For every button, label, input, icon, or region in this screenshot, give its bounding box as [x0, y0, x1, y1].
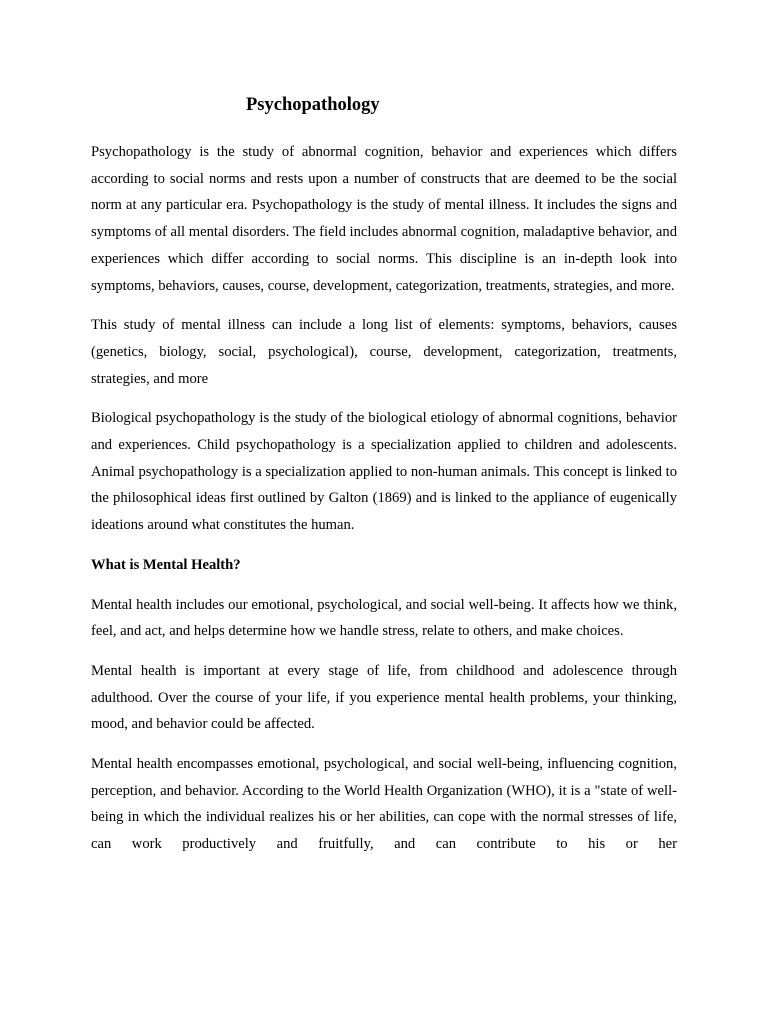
document-title: Psychopathology: [246, 95, 380, 115]
paragraph-mental-health-definition: Mental health includes our emotional, psychological, and social well-being. It affects how we think, feel, and act, and helps determine how we handle stress, relate to others, and make choices.: [91, 596, 677, 640]
paragraph-elements: This study of mental illness can include a long list of elements: symptoms, behaviors, causes (genetics, biology, social, psychological), course, development, categorization, treatments, strategies, and more: [91, 317, 677, 387]
paragraph-biological: Biological psychopathology is the study of the biological etiology of abnormal cognitions, behavior and experiences. Child psychopathology is a specialization applied to children and adolescents. Animal psychopathology is a specialization applied to non-human animals. This concept is linked to the philosophical ideas first outlined by Galton (1869) and is linked to the appliance of eugenically ideations around what constitutes the human.: [91, 410, 677, 534]
paragraph-intro: Psychopathology is the study of abnormal cognition, behavior and experiences which differs according to social norms and rests upon a number of constructs that are deemed to be the social norm at any particular era. Psychopathology is the study of mental illness. It includes the signs and symptoms of all mental disorders. The field includes abnormal cognition, maladaptive behavior, and experiences which differ according to social norms. This discipline is an in-depth look into symptoms, behaviors, causes, course, development, categorization, treatments, strategies, and more.: [91, 144, 677, 294]
document-body: [91, 139, 677, 858]
paragraph-mental-health-who: Mental health encompasses emotional, psychological, and social well-being, influencing cognition, perception, and behavior. According to the World Health Organization (WHO), it is a "state of well-being in which the individual realizes his or her abilities, can cope with the normal stresses of life, can work productively and fruitfully, and can contribute to his or her: [91, 756, 677, 853]
paragraph-mental-health-importance: Mental health is important at every stage of life, from childhood and adolescence through adulthood. Over the course of your life, if you experience mental health problems, your thinking, mood, and behavior could be affected.: [91, 662, 677, 733]
section-heading: What is Mental Health?: [91, 556, 241, 573]
